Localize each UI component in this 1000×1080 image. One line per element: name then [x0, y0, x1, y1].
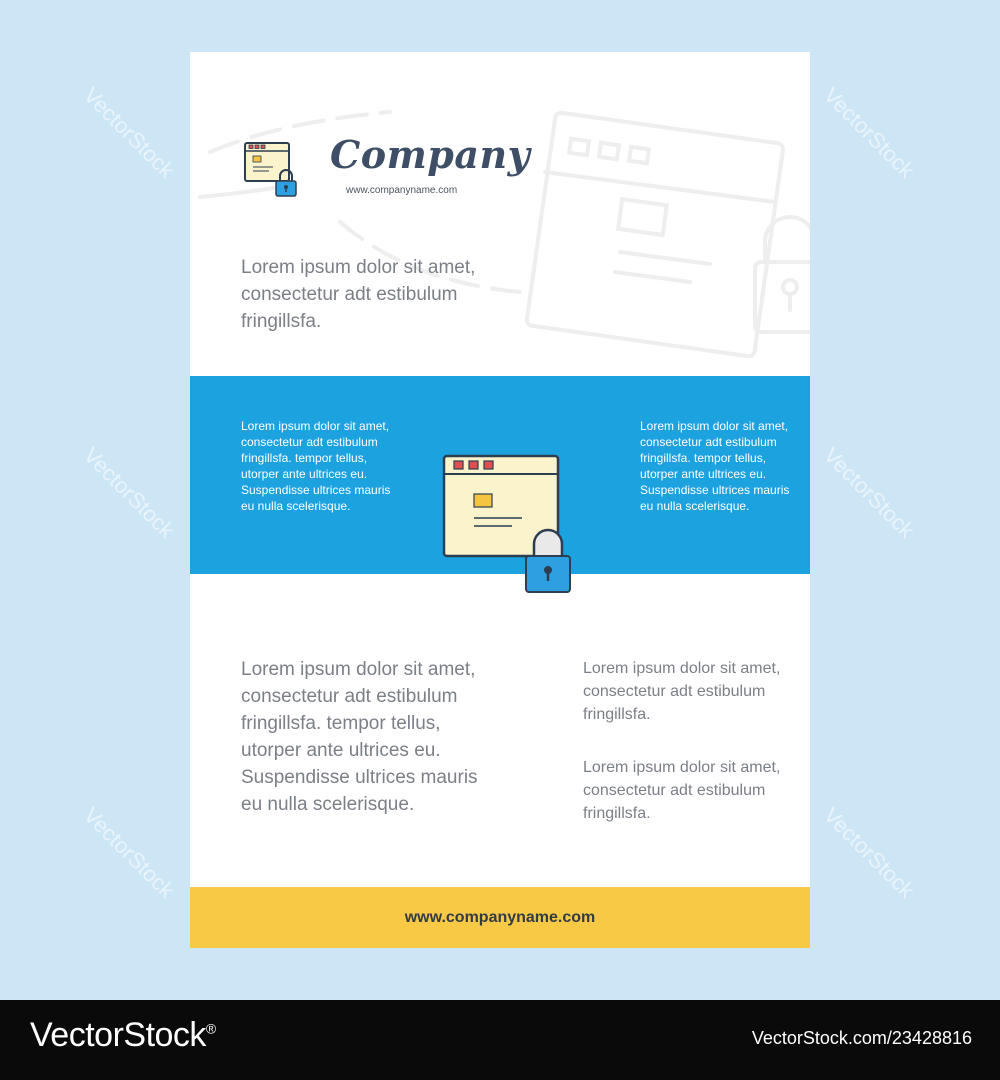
watermark: VectorStock [818, 442, 920, 543]
browser-lock-icon [440, 446, 590, 596]
intro-text: Lorem ipsum dolor sit amet, consectetur adt estibulum fringillsfa. [241, 257, 476, 332]
company-url[interactable]: www.companyname.com [346, 185, 458, 196]
band-right-text: Lorem ipsum dolor sit amet, consectetur adt estibulum fringillsfa. tempor tellus, utorper ante ultrices eu. Suspendisse ultrices mauris eu nulla scelerisque. [640, 419, 790, 513]
watermark: VectorStock [78, 802, 180, 903]
band-left-text: Lorem ipsum dolor sit amet, consectetur adt estibulum fringillsfa. tempor tellus, utorper ante ultrices eu. Suspendisse ultrices mauris eu nulla scelerisque. [241, 419, 391, 513]
footer-url[interactable]: www.companyname.com [404, 908, 596, 926]
brochure-page [190, 52, 810, 948]
right-column-text-1: Lorem ipsum dolor sit amet, consectetur adt estibulum fringillsfa. [583, 660, 781, 723]
right-column-text-2: Lorem ipsum dolor sit amet, consectetur adt estibulum fringillsfa. [583, 759, 781, 822]
left-column-text: Lorem ipsum dolor sit amet, consectetur adt estibulum fringillsfa. tempor tellus, utorper ante ultrices eu. Suspendisse ultrices mauris eu nulla scelerisque. [241, 659, 478, 815]
browser-lock-icon [243, 141, 301, 199]
watermark: VectorStock [78, 442, 180, 543]
watermark: VectorStock [818, 802, 920, 903]
watermark: VectorStock [78, 82, 180, 183]
vectorstock-logo-text: VectorStock [30, 1016, 206, 1054]
registered-mark: ® [205, 1020, 216, 1037]
watermark: VectorStock [818, 82, 920, 183]
blue-band [190, 376, 810, 574]
stock-bar [0, 1000, 1000, 1080]
vectorstock-logo [30, 1016, 216, 1055]
company-name: Company [330, 132, 531, 177]
image-id: VectorStock.com/23428816 [751, 1028, 972, 1048]
footer-bar [190, 887, 810, 948]
